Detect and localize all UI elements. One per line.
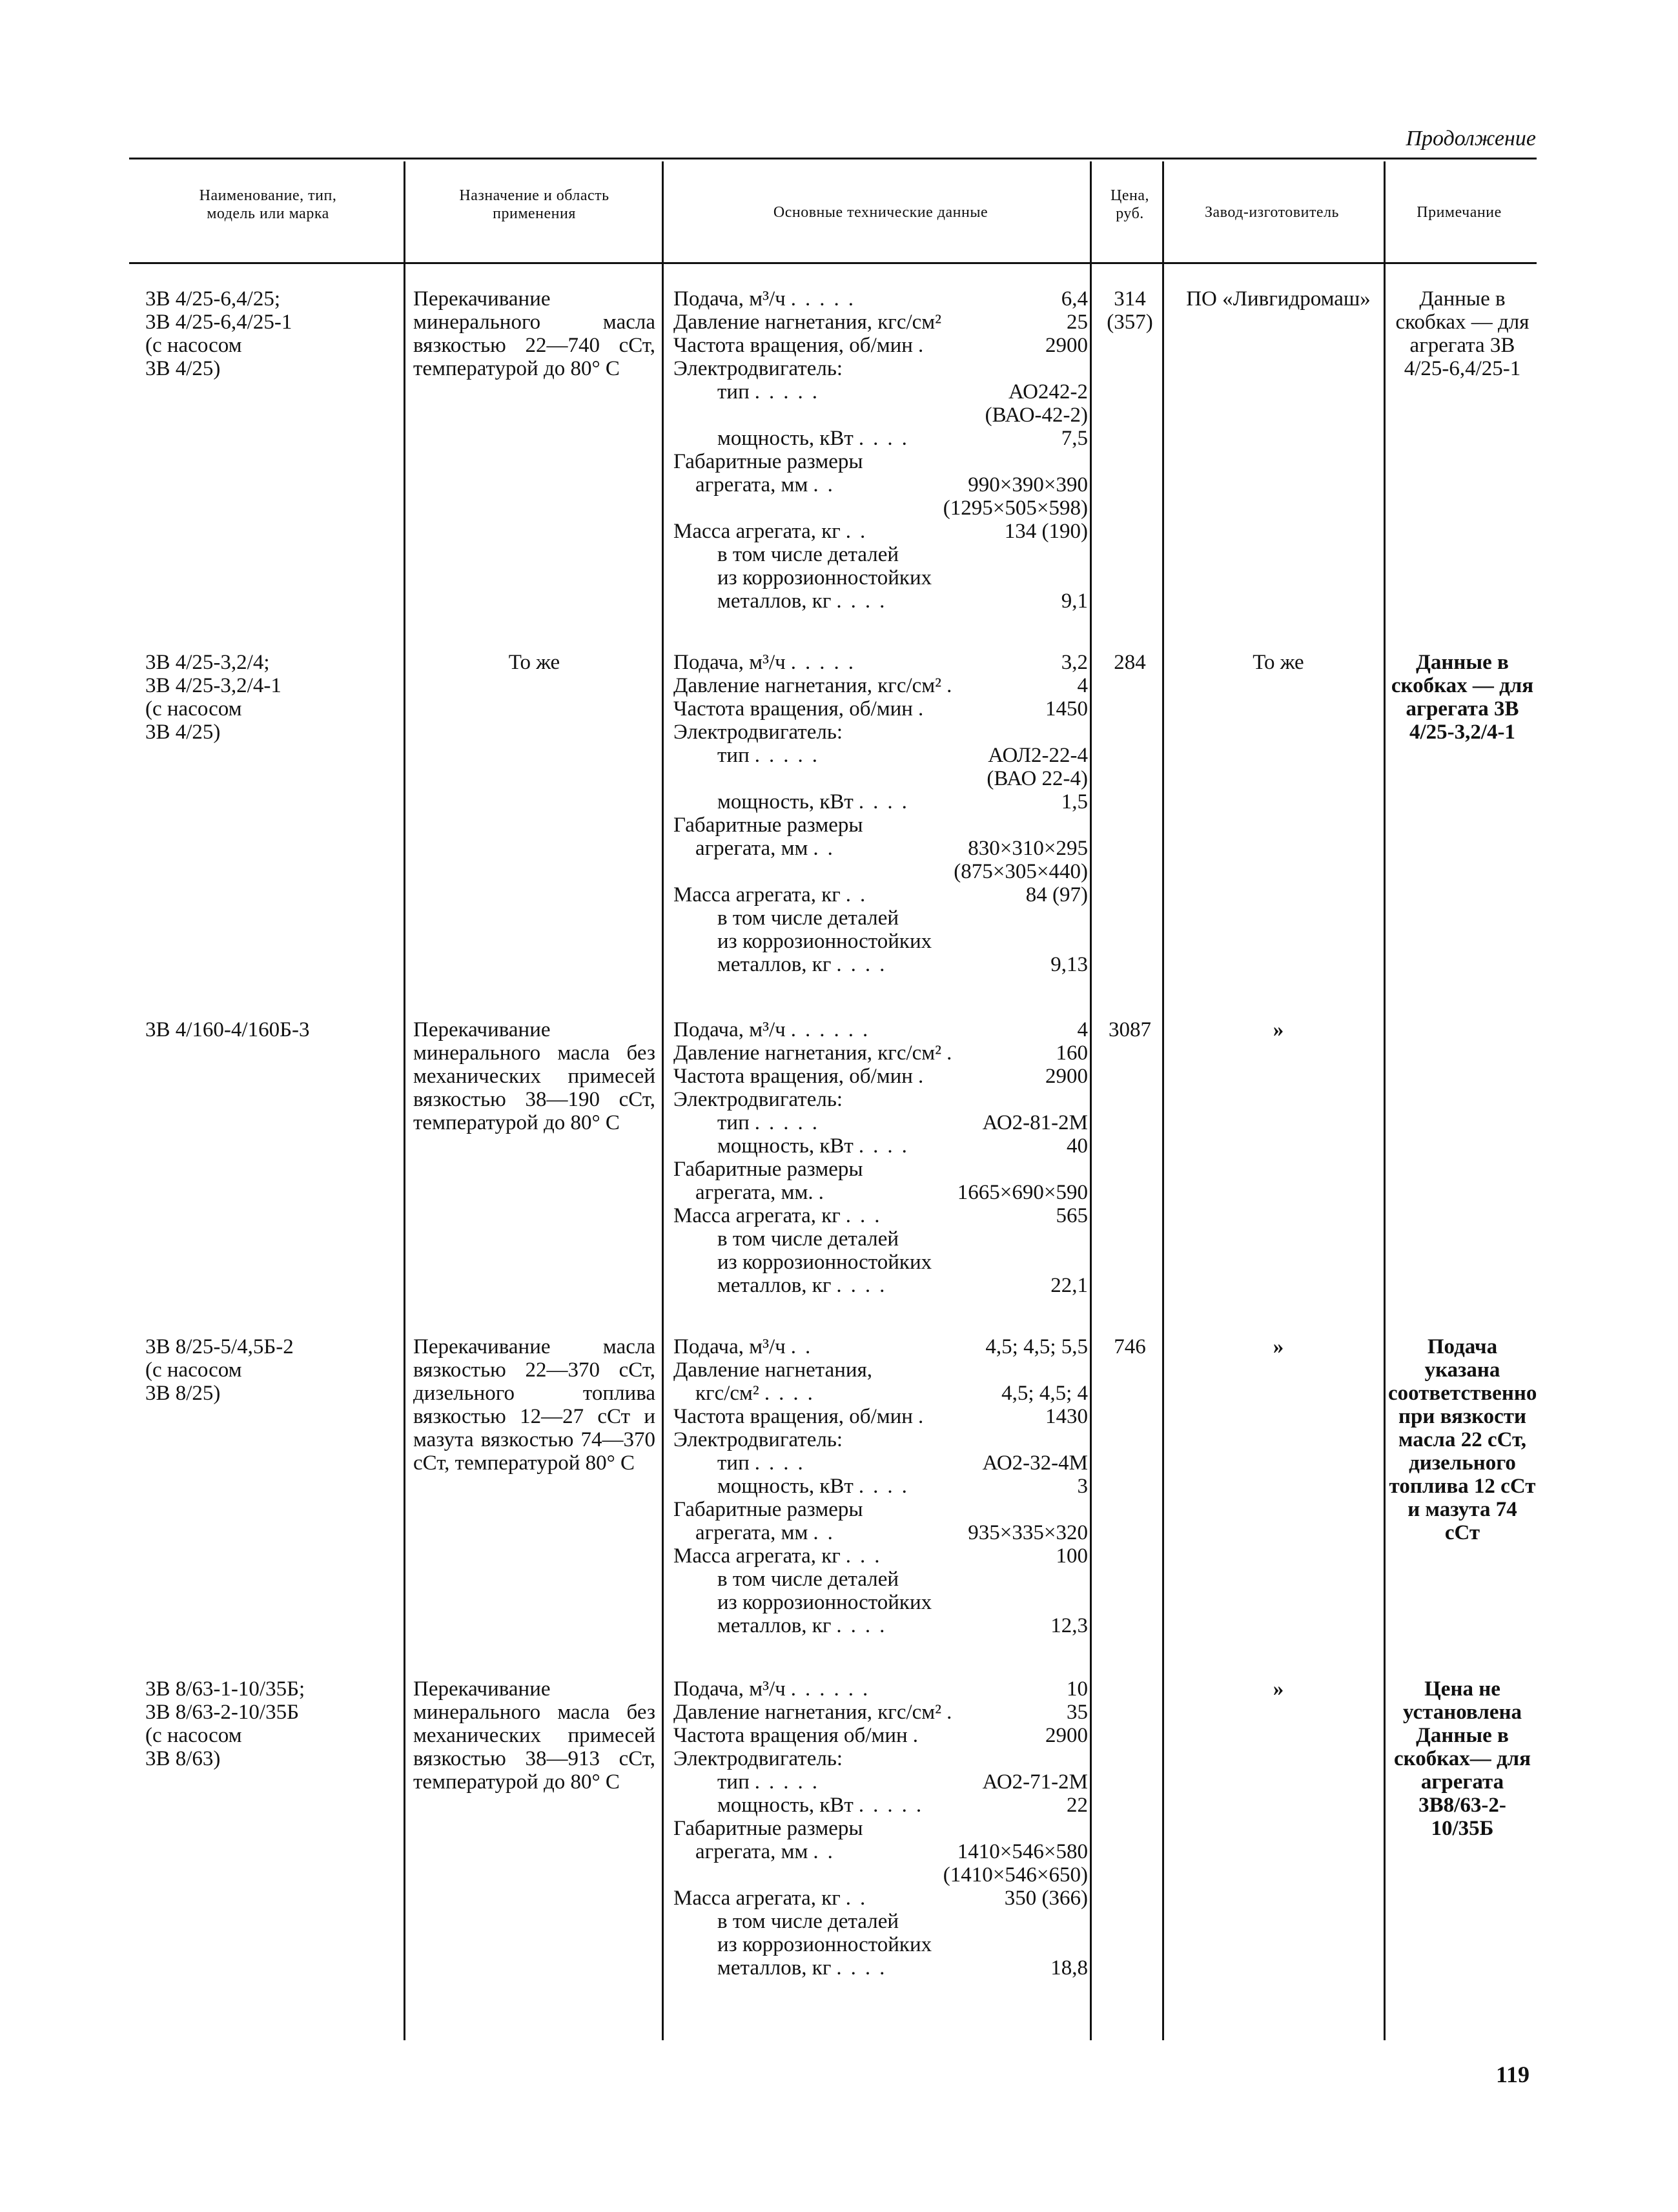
spec-label: тип bbox=[717, 1451, 750, 1475]
spec-line bbox=[673, 1181, 1088, 1204]
spec-line bbox=[673, 1041, 1088, 1065]
spec-line bbox=[673, 1405, 1088, 1428]
name-line: 3В 8/25-5/4,5Б-2 bbox=[145, 1335, 294, 1358]
leader-dots: . bbox=[917, 334, 933, 357]
spec-line bbox=[673, 1724, 1088, 1747]
page-number: 119 bbox=[1495, 2062, 1530, 2087]
spec-line bbox=[673, 543, 1088, 566]
cell-price: 314 (357) bbox=[1107, 287, 1153, 334]
spec-value: 990×390×390 bbox=[968, 473, 1088, 497]
leader-dots: .... bbox=[754, 1451, 812, 1475]
column-divider bbox=[662, 161, 664, 2040]
spec-label: из коррозионностойких bbox=[717, 930, 932, 953]
leader-dots: ..... bbox=[754, 1111, 826, 1134]
spec-value: АО242-2 bbox=[1008, 380, 1088, 404]
spec-label: из коррозионностойких bbox=[717, 1933, 932, 1956]
name-line: 3В 4/25) bbox=[145, 357, 221, 380]
spec-label: Электродвигатель: bbox=[673, 1088, 843, 1111]
spec-value: 2900 bbox=[1045, 334, 1088, 357]
spec-value: 350 (366) bbox=[1004, 1887, 1088, 1910]
leader-dots: .. bbox=[845, 883, 875, 906]
leader-dots: .... bbox=[836, 1614, 894, 1637]
header-tech: Основные технические данные bbox=[773, 204, 988, 221]
cell-name bbox=[145, 1018, 391, 1041]
spec-label: из коррозионностойких bbox=[717, 1591, 932, 1614]
leader-dots: . bbox=[946, 674, 961, 697]
header-price: Цена, руб. bbox=[1110, 187, 1149, 222]
spec-value: (1410×546×650) bbox=[943, 1863, 1088, 1887]
leader-dots: .. bbox=[813, 837, 842, 860]
cell-name bbox=[145, 1335, 391, 1405]
spec-value: АО2-32-4М bbox=[982, 1451, 1088, 1475]
spec-label: Частота вращения, об/мин bbox=[673, 1065, 913, 1088]
spec-value: 35 bbox=[1067, 1701, 1088, 1724]
spec-label: Частота вращения, об/мин bbox=[673, 1405, 913, 1428]
cell-maker: » bbox=[1273, 1677, 1284, 1701]
spec-label: мощность, кВт bbox=[717, 790, 854, 814]
spec-line bbox=[673, 767, 1088, 790]
leader-dots: .. bbox=[790, 1335, 820, 1358]
cell-note: Данные в скобках — для агрегата 3В 4/25-6,4/25-1 bbox=[1395, 287, 1530, 380]
spec-label: Давление нагнетания, кгс/см² bbox=[673, 1041, 942, 1065]
spec-label: Давление нагнетания, кгс/см² bbox=[673, 1701, 942, 1724]
spec-label: мощность, кВт bbox=[717, 1475, 854, 1498]
spec-line bbox=[673, 1840, 1088, 1863]
spec-line bbox=[673, 520, 1088, 543]
spec-label: Частота вращения об/мин bbox=[673, 1724, 908, 1747]
spec-line bbox=[673, 1701, 1088, 1724]
spec-label: из коррозионностойких bbox=[717, 1251, 932, 1274]
header-bottom-rule bbox=[129, 262, 1537, 264]
spec-line bbox=[673, 1770, 1088, 1794]
name-line: 3В 4/25-3,2/4; bbox=[145, 651, 270, 674]
spec-label: Подача, м³/ч bbox=[673, 1677, 786, 1701]
header-note: Примечание bbox=[1417, 204, 1502, 221]
spec-line bbox=[673, 1887, 1088, 1910]
spec-line bbox=[673, 287, 1088, 311]
leader-dots: .. bbox=[845, 1887, 875, 1910]
leader-dots: ...... bbox=[790, 1018, 877, 1041]
spec-label: Масса агрегата, кг bbox=[673, 520, 841, 543]
cell-purpose: Перекачивание масла вязкостью 22—370 сСт, дизельного топлива вязкостью 12—27 сСт и мазута вязкостью 74—370 сСт, температурой 80° С bbox=[413, 1335, 655, 1475]
spec-value: 12,3 bbox=[1050, 1614, 1088, 1637]
spec-line bbox=[673, 1677, 1088, 1701]
cell-price: 746 bbox=[1114, 1335, 1146, 1358]
spec-label: тип bbox=[717, 744, 750, 767]
spec-line bbox=[673, 697, 1088, 721]
spec-line bbox=[673, 334, 1088, 357]
spec-label: Габаритные размеры bbox=[673, 1817, 863, 1840]
spec-line bbox=[673, 404, 1088, 427]
spec-label: Подача, м³/ч bbox=[673, 1018, 786, 1041]
spec-value: (ВАО-42-2) bbox=[985, 404, 1088, 427]
spec-label: Масса агрегата, кг bbox=[673, 883, 841, 906]
leader-dots: .. bbox=[813, 473, 842, 497]
name-line: 3В 4/25-3,2/4-1 bbox=[145, 674, 281, 697]
spec-line bbox=[673, 1475, 1088, 1498]
spec-label: мощность, кВт bbox=[717, 1134, 854, 1158]
cell-note: Данные в скобках — для агрегата 3В 4/25-3,2/4-1 bbox=[1391, 651, 1534, 744]
spec-line bbox=[673, 1956, 1088, 1980]
cell-tech bbox=[673, 1018, 1088, 1297]
column-divider bbox=[1384, 161, 1386, 2040]
spec-line bbox=[673, 357, 1088, 380]
spec-value: (875×305×440) bbox=[954, 860, 1088, 883]
spec-line bbox=[673, 1614, 1088, 1637]
cell-tech bbox=[673, 1335, 1088, 1637]
leader-dots: .. bbox=[813, 1840, 842, 1863]
leader-dots: ...... bbox=[790, 1677, 877, 1701]
cell-maker: » bbox=[1273, 1018, 1284, 1041]
spec-line bbox=[673, 651, 1088, 674]
spec-value: 1410×546×580 bbox=[957, 1840, 1088, 1863]
spec-value: 1430 bbox=[1045, 1405, 1088, 1428]
name-line: (с насосом bbox=[145, 697, 242, 721]
leader-dots: ..... bbox=[754, 380, 826, 404]
spec-label: кгс/см² bbox=[695, 1382, 759, 1405]
leader-dots: . bbox=[818, 1181, 833, 1204]
spec-label: Габаритные размеры bbox=[673, 1158, 863, 1181]
spec-value: 160 bbox=[1056, 1041, 1088, 1065]
cell-tech bbox=[673, 651, 1088, 976]
leader-dots: ..... bbox=[790, 651, 863, 674]
spec-line bbox=[673, 721, 1088, 744]
leader-dots: .... bbox=[858, 790, 916, 814]
spec-label: Габаритные размеры bbox=[673, 1498, 863, 1521]
spec-label: мощность, кВт bbox=[717, 427, 854, 450]
name-line: 3В 8/25) bbox=[145, 1382, 221, 1405]
spec-line bbox=[673, 837, 1088, 860]
name-line: 3В 4/25-6,4/25; bbox=[145, 287, 281, 311]
spec-label: тип bbox=[717, 380, 750, 404]
cell-note: Подача указана соответственно при вязкости масла 22 сСт, дизельного топлива 12 сСт и мазута 74 сСт bbox=[1388, 1335, 1537, 1544]
continuation-label: Продолжение bbox=[1406, 127, 1536, 150]
spec-line bbox=[673, 674, 1088, 697]
cell-purpose: Перекачивание минерального масла без механических примесей вязкостью 38—913 сСт, температурой до 80° С bbox=[413, 1677, 655, 1794]
spec-line bbox=[673, 1251, 1088, 1274]
spec-label: Электродвигатель: bbox=[673, 721, 843, 744]
spec-line bbox=[673, 1794, 1088, 1817]
spec-value: 22 bbox=[1067, 1794, 1088, 1817]
spec-label: Давление нагнетания, bbox=[673, 1358, 873, 1382]
spec-line bbox=[673, 1134, 1088, 1158]
spec-label: Электродвигатель: bbox=[673, 357, 843, 380]
spec-value: 40 bbox=[1067, 1134, 1088, 1158]
spec-label: Масса агрегата, кг bbox=[673, 1204, 841, 1227]
leader-dots: .... bbox=[858, 1475, 916, 1498]
spec-line bbox=[673, 1428, 1088, 1451]
leader-dots: . bbox=[917, 697, 933, 721]
spec-value: 935×335×320 bbox=[968, 1521, 1088, 1544]
spec-line bbox=[673, 1544, 1088, 1568]
leader-dots: .. bbox=[845, 520, 875, 543]
spec-label: Масса агрегата, кг bbox=[673, 1887, 841, 1910]
spec-line bbox=[673, 930, 1088, 953]
spec-label: Давление нагнетания, кгс/см² bbox=[673, 311, 942, 334]
cell-name bbox=[145, 287, 391, 380]
spec-value: 1,5 bbox=[1061, 790, 1088, 814]
spec-label: Масса агрегата, кг bbox=[673, 1544, 841, 1568]
leader-dots: ..... bbox=[858, 1794, 931, 1817]
spec-value: 4 bbox=[1077, 1018, 1088, 1041]
spec-line bbox=[673, 1910, 1088, 1933]
spec-line bbox=[673, 589, 1088, 613]
cell-purpose: Перекачивание минерального масла вязкостью 22—740 сСт, температурой до 80° С bbox=[413, 287, 655, 380]
spec-value: 2900 bbox=[1045, 1065, 1088, 1088]
spec-line bbox=[673, 1111, 1088, 1134]
spec-value: 9,13 bbox=[1050, 953, 1088, 976]
spec-value: 1450 bbox=[1045, 697, 1088, 721]
leader-dots: .... bbox=[836, 953, 894, 976]
spec-line bbox=[673, 790, 1088, 814]
header-purpose: Назначение и область применения bbox=[459, 187, 609, 222]
leader-dots: ..... bbox=[754, 744, 826, 767]
spec-label: Подача, м³/ч bbox=[673, 1335, 786, 1358]
spec-line bbox=[673, 1591, 1088, 1614]
spec-label: Габаритные размеры bbox=[673, 450, 863, 473]
leader-dots: . bbox=[917, 1065, 933, 1088]
leader-dots: .... bbox=[858, 1134, 916, 1158]
spec-line bbox=[673, 1747, 1088, 1770]
name-line: 3В 4/25-6,4/25-1 bbox=[145, 311, 292, 334]
spec-value: (1295×505×598) bbox=[943, 497, 1088, 520]
spec-value: 4,5; 4,5; 5,5 bbox=[985, 1335, 1088, 1358]
spec-label: тип bbox=[717, 1111, 750, 1134]
cell-purpose: Перекачивание минерального масла без механических примесей вязкостью 38—190 сСт, температурой до 80° С bbox=[413, 1018, 655, 1134]
spec-label: Давление нагнетания, кгс/см² bbox=[673, 674, 942, 697]
spec-value: 9,1 bbox=[1061, 589, 1088, 613]
spec-line bbox=[673, 1065, 1088, 1088]
name-line: 3В 4/25) bbox=[145, 721, 221, 744]
spec-line bbox=[673, 1863, 1088, 1887]
spec-line bbox=[673, 1521, 1088, 1544]
column-divider bbox=[1090, 161, 1092, 2040]
header-maker: Завод-изготовитель bbox=[1204, 204, 1340, 221]
leader-dots: .... bbox=[836, 1956, 894, 1980]
spec-value: 830×310×295 bbox=[968, 837, 1088, 860]
spec-label: в том числе деталей bbox=[717, 1568, 899, 1591]
spec-line bbox=[673, 1335, 1088, 1358]
name-line: (с насосом bbox=[145, 334, 242, 357]
spec-label: мощность, кВт bbox=[717, 1794, 854, 1817]
cell-price: 284 bbox=[1114, 651, 1146, 674]
spec-label: металлов, кг bbox=[717, 953, 832, 976]
leader-dots: . bbox=[946, 1041, 961, 1065]
spec-line bbox=[673, 427, 1088, 450]
spec-label: металлов, кг bbox=[717, 1614, 832, 1637]
spec-label: из коррозионностойких bbox=[717, 566, 932, 589]
leader-dots: .. bbox=[813, 1521, 842, 1544]
spec-value: 2900 bbox=[1045, 1724, 1088, 1747]
spec-value: АО2-71-2М bbox=[982, 1770, 1088, 1794]
spec-label: в том числе деталей bbox=[717, 1227, 899, 1251]
spec-label: Подача, м³/ч bbox=[673, 287, 786, 311]
spec-value: 6,4 bbox=[1061, 287, 1088, 311]
spec-label: тип bbox=[717, 1770, 750, 1794]
spec-line bbox=[673, 906, 1088, 930]
spec-label: металлов, кг bbox=[717, 1956, 832, 1980]
name-line: 3В 8/63-1-10/35Б; bbox=[145, 1677, 305, 1701]
spec-value: АО2-81-2М bbox=[982, 1111, 1088, 1134]
spec-label: агрегата, мм bbox=[695, 1521, 808, 1544]
leader-dots: .... bbox=[836, 1274, 894, 1297]
spec-line bbox=[673, 1451, 1088, 1475]
spec-value: 565 bbox=[1056, 1204, 1088, 1227]
cell-maker: ПО «Ливгидромаш» bbox=[1186, 287, 1371, 311]
spec-value: (ВАО 22-4) bbox=[987, 767, 1088, 790]
cell-price: 3087 bbox=[1109, 1018, 1151, 1041]
header-name: Наименование, тип, модель или марка bbox=[199, 187, 337, 222]
spec-line bbox=[673, 1158, 1088, 1181]
spec-line bbox=[673, 497, 1088, 520]
spec-value: АОЛ2-22-4 bbox=[988, 744, 1088, 767]
spec-label: агрегата, мм bbox=[695, 473, 808, 497]
leader-dots bbox=[941, 311, 1067, 334]
spec-line bbox=[673, 744, 1088, 767]
spec-line bbox=[673, 1088, 1088, 1111]
spec-label: агрегата, мм bbox=[695, 837, 808, 860]
spec-label: в том числе деталей bbox=[717, 906, 899, 930]
spec-label: металлов, кг bbox=[717, 589, 832, 613]
spec-line bbox=[673, 1274, 1088, 1297]
spec-label: в том числе деталей bbox=[717, 1910, 899, 1933]
leader-dots: . bbox=[912, 1724, 927, 1747]
leader-dots: . bbox=[946, 1701, 961, 1724]
leader-dots: .... bbox=[858, 427, 916, 450]
spec-line bbox=[673, 953, 1088, 976]
table-top-rule bbox=[129, 158, 1537, 159]
spec-line bbox=[673, 1382, 1088, 1405]
spec-line bbox=[673, 860, 1088, 883]
cell-tech bbox=[673, 1677, 1088, 1980]
spec-line bbox=[673, 1933, 1088, 1956]
leader-dots: .... bbox=[836, 589, 894, 613]
spec-label: агрегата, мм. bbox=[695, 1181, 813, 1204]
spec-value: 18,8 bbox=[1050, 1956, 1088, 1980]
spec-value: 134 (190) bbox=[1004, 520, 1088, 543]
spec-label: Электродвигатель: bbox=[673, 1428, 843, 1451]
spec-label: Электродвигатель: bbox=[673, 1747, 843, 1770]
spec-line bbox=[673, 1204, 1088, 1227]
spec-value: 1665×690×590 bbox=[957, 1181, 1088, 1204]
spec-value: 10 bbox=[1067, 1677, 1088, 1701]
spec-line bbox=[673, 311, 1088, 334]
spec-line bbox=[673, 883, 1088, 906]
spec-label: Частота вращения, об/мин bbox=[673, 334, 913, 357]
spec-line bbox=[673, 1568, 1088, 1591]
spec-label: Частота вращения, об/мин bbox=[673, 697, 913, 721]
leader-dots: ..... bbox=[790, 287, 863, 311]
cell-note: Цена не установлена Данные в скобках— для агрегата 3В8/63-2-10/35Б bbox=[1393, 1677, 1531, 1840]
spec-value: 3 bbox=[1077, 1475, 1088, 1498]
spec-line bbox=[673, 1018, 1088, 1041]
spec-value: 100 bbox=[1056, 1544, 1088, 1568]
cell-purpose: То же bbox=[508, 651, 560, 674]
spec-line bbox=[673, 473, 1088, 497]
spec-value: 7,5 bbox=[1061, 427, 1088, 450]
name-line: 3В 8/63) bbox=[145, 1747, 221, 1770]
name-line: (с насосом bbox=[145, 1358, 242, 1382]
cell-maker: То же bbox=[1253, 651, 1304, 674]
spec-value: 3,2 bbox=[1061, 651, 1088, 674]
spec-line bbox=[673, 1227, 1088, 1251]
spec-line bbox=[673, 566, 1088, 589]
leader-dots: . bbox=[917, 1405, 933, 1428]
spec-label: Подача, м³/ч bbox=[673, 651, 786, 674]
spec-label: агрегата, мм bbox=[695, 1840, 808, 1863]
spec-line bbox=[673, 380, 1088, 404]
name-line: 3В 8/63-2-10/35Б bbox=[145, 1701, 300, 1724]
leader-dots: .... bbox=[764, 1382, 822, 1405]
spec-value: 25 bbox=[1067, 311, 1088, 334]
spec-line bbox=[673, 814, 1088, 837]
column-divider bbox=[1162, 161, 1164, 2040]
spec-line bbox=[673, 450, 1088, 473]
cell-name bbox=[145, 651, 391, 744]
spec-line bbox=[673, 1817, 1088, 1840]
cell-name bbox=[145, 1677, 391, 1770]
spec-label: Габаритные размеры bbox=[673, 814, 863, 837]
leader-dots: ..... bbox=[754, 1770, 826, 1794]
name-line: 3В 4/160-4/160Б-3 bbox=[145, 1018, 310, 1041]
leader-dots: ... bbox=[845, 1544, 889, 1568]
spec-value: 22,1 bbox=[1050, 1274, 1088, 1297]
leader-dots: ... bbox=[845, 1204, 889, 1227]
spec-label: в том числе деталей bbox=[717, 543, 899, 566]
cell-maker: » bbox=[1273, 1335, 1284, 1358]
spec-label: металлов, кг bbox=[717, 1274, 832, 1297]
spec-value: 4,5; 4,5; 4 bbox=[1001, 1382, 1088, 1405]
column-divider bbox=[404, 161, 405, 2040]
name-line: (с насосом bbox=[145, 1724, 242, 1747]
spec-value: 4 bbox=[1077, 674, 1088, 697]
cell-tech bbox=[673, 287, 1088, 613]
spec-value: 84 (97) bbox=[1025, 883, 1088, 906]
spec-line bbox=[673, 1358, 1088, 1382]
spec-line bbox=[673, 1498, 1088, 1521]
